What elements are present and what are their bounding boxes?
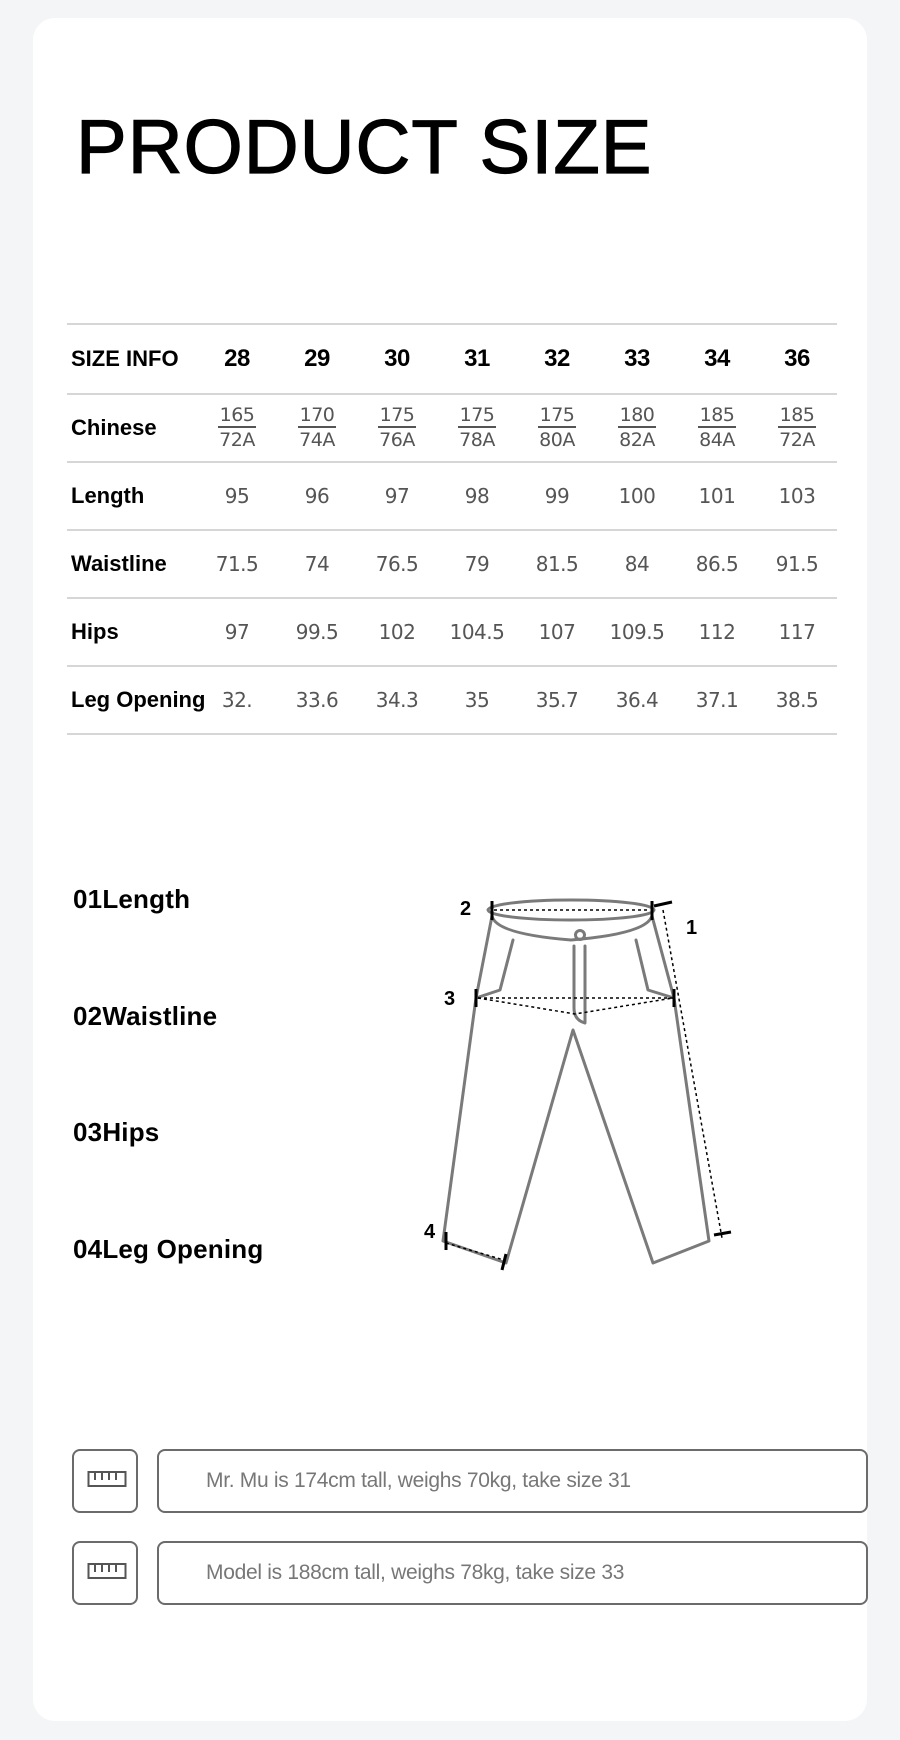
value-cell: 99	[544, 484, 570, 508]
ruler-icon-glyph	[87, 1562, 127, 1584]
leg-tick-right	[502, 1254, 506, 1270]
measure-length-label: 01Length	[73, 884, 191, 914]
row-label: Waistline	[71, 551, 167, 576]
right-pocket	[636, 940, 674, 998]
ruler-icon-glyph	[87, 1470, 127, 1492]
measure-waistline-label: 02Waistline	[73, 1001, 218, 1031]
height-value: 175	[378, 405, 417, 429]
length-tick-top	[654, 902, 672, 906]
code-value: 76A	[379, 429, 415, 452]
pants-diagram	[424, 868, 858, 1288]
size-cell: 33	[624, 345, 650, 372]
height-value: 165	[218, 405, 257, 429]
value-cell: 96	[304, 484, 330, 508]
size-table	[67, 323, 837, 735]
value-cell: 112	[698, 620, 736, 644]
length-tick-bottom	[714, 1232, 731, 1235]
value-cell: 99.5	[295, 620, 339, 644]
code-value: 72A	[779, 429, 815, 452]
size-header-row	[67, 324, 837, 394]
leg-opening-row	[67, 666, 837, 734]
chinese-size-cell	[357, 394, 437, 462]
value-cell: 33.6	[295, 688, 339, 712]
value-cell: 95	[224, 484, 250, 508]
value-cell: 86.5	[695, 552, 739, 576]
value-cell: 35.7	[535, 688, 579, 712]
row-label: Length	[71, 483, 145, 508]
code-value: 72A	[219, 429, 255, 452]
chinese-size-cell	[197, 394, 277, 462]
chinese-size-row	[67, 394, 837, 462]
value-cell: 35	[464, 688, 490, 712]
value-cell: 103	[778, 484, 816, 508]
ruler-icon	[72, 1449, 138, 1513]
value-cell: 76.5	[375, 552, 419, 576]
height-value: 185	[778, 405, 817, 429]
value-cell: 38.5	[775, 688, 819, 712]
waistline-row	[67, 530, 837, 598]
measure-hips-label: 03Hips	[73, 1117, 160, 1147]
pants-outline	[443, 916, 709, 1263]
chinese-size-cell	[677, 394, 757, 462]
size-cell: 29	[304, 345, 330, 372]
size-cell: 31	[464, 345, 490, 372]
value-cell: 109.5	[609, 620, 665, 644]
size-chart-card	[33, 18, 867, 1721]
size-cell: 34	[704, 345, 730, 372]
height-value: 185	[698, 405, 737, 429]
chinese-size-cell	[277, 394, 357, 462]
chinese-size-cell	[757, 394, 837, 462]
height-value: 170	[298, 405, 337, 429]
fly-seam	[574, 946, 585, 1023]
value-cell: 100	[618, 484, 656, 508]
value-cell: 37.1	[695, 688, 739, 712]
height-value: 175	[538, 405, 577, 429]
value-cell: 117	[778, 620, 816, 644]
value-cell: 84	[624, 552, 650, 576]
value-cell: 34.3	[375, 688, 419, 712]
chinese-size-cell	[517, 394, 597, 462]
height-value: 175	[458, 405, 497, 429]
model-note-2: Model is 188cm tall, weighs 78kg, take size 33	[157, 1541, 868, 1605]
value-cell: 98	[464, 484, 490, 508]
measure-leg-opening-label: 04Leg Opening	[73, 1234, 264, 1264]
value-cell: 102	[378, 620, 416, 644]
row-label: Hips	[71, 619, 119, 644]
value-cell: 32.	[221, 688, 253, 712]
value-cell: 79	[464, 552, 490, 576]
size-cell: 36	[784, 345, 810, 372]
length-row	[67, 462, 837, 530]
code-value: 84A	[699, 429, 735, 452]
marker-hips: 3	[444, 988, 456, 1010]
chinese-size-cell	[597, 394, 677, 462]
value-cell: 107	[538, 620, 576, 644]
size-cell: 32	[544, 345, 570, 372]
row-label: Leg Opening	[71, 687, 206, 712]
value-cell: 81.5	[535, 552, 579, 576]
marker-waistline: 2	[460, 898, 472, 920]
ruler-icon	[72, 1541, 138, 1605]
hips-row	[67, 598, 837, 666]
code-value: 80A	[539, 429, 575, 452]
code-value: 74A	[299, 429, 335, 452]
chinese-size-cell	[437, 394, 517, 462]
value-cell: 101	[698, 484, 736, 508]
code-value: 82A	[619, 429, 655, 452]
value-cell: 97	[384, 484, 410, 508]
height-value: 180	[618, 405, 657, 429]
page-title: PRODUCT SIZE	[76, 105, 653, 190]
chinese-label: Chinese	[71, 415, 157, 440]
length-measure-line	[663, 910, 722, 1238]
size-cell: 30	[384, 345, 410, 372]
value-cell: 71.5	[215, 552, 259, 576]
value-cell: 36.4	[615, 688, 659, 712]
value-cell: 91.5	[775, 552, 819, 576]
marker-leg-opening: 4	[424, 1221, 436, 1243]
value-cell: 104.5	[449, 620, 505, 644]
model-note-1: Mr. Mu is 174cm tall, weighs 70kg, take size 31	[157, 1449, 868, 1513]
code-value: 78A	[459, 429, 495, 452]
size-cell: 28	[224, 345, 250, 372]
value-cell: 74	[304, 552, 330, 576]
size-info-label: SIZE INFO	[71, 346, 179, 371]
value-cell: 97	[224, 620, 250, 644]
button	[576, 931, 585, 940]
marker-length: 1	[686, 917, 698, 939]
